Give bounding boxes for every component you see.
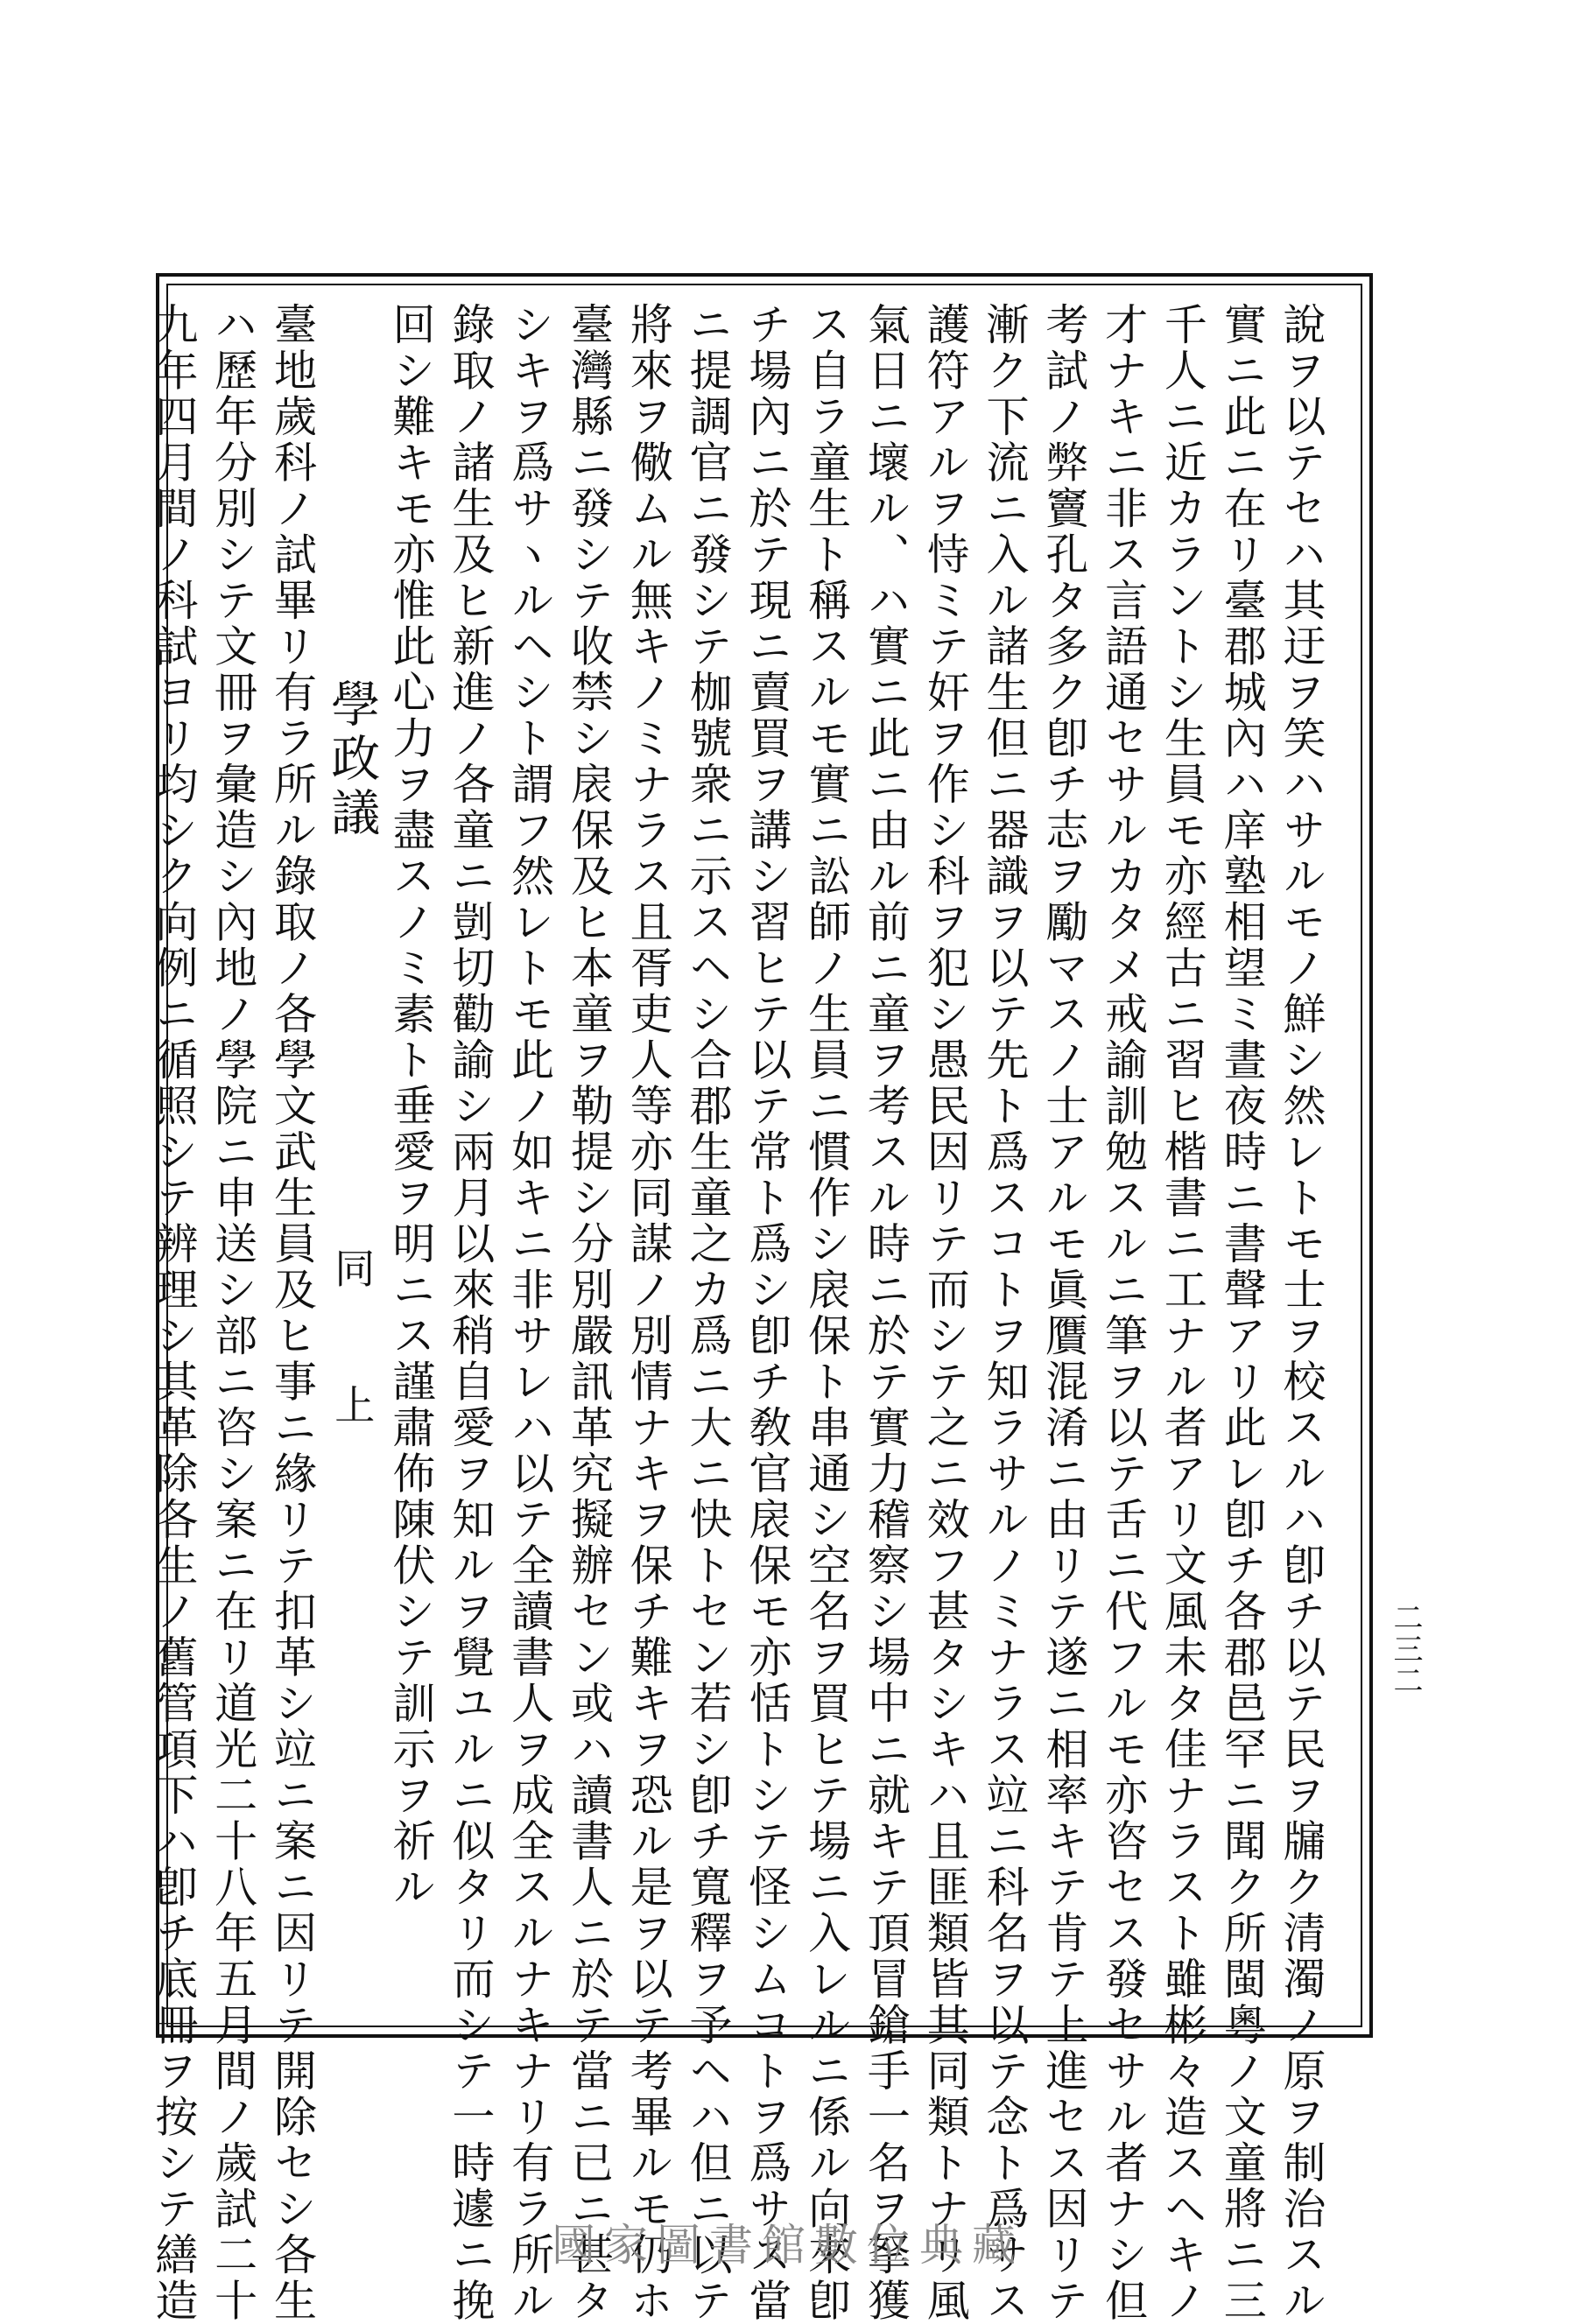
section-title: 學政議 — [323, 678, 381, 841]
text-column: 漸ク下流ニ入ル諸生但ニ器識ヲ以テ先ト爲スコトヲ知ラサルノミナラス竝ニ科名ヲ以テ念ト爲サス — [980, 302, 1031, 2324]
text-column: 九年四月間ノ科試ヨリ均シク向例ニ循照シテ辨理シ其革除各生ノ舊管項下ハ卽チ底冊ヲ按シテ繕造 — [148, 302, 199, 2324]
text-column: ニ提調官ニ發シテ枷號衆ニ示スヘシ合郡生童之カ爲ニ大ニ快トセン若シ卽チ寬釋ヲ予ヘハ但ニ以テ — [683, 302, 734, 2324]
text-column: 說ヲ以テセハ其迂ヲ笑ハサルモノ鮮シ然レトモ士ヲ校スルハ卽チ以テ民ヲ牖ク清濁ノ原ヲ制治スル — [1277, 302, 1326, 2324]
text-column: 錄取ノ諸生及ヒ新進ノ各童ニ剴切勸諭シ兩月以來稍自愛ヲ知ルヲ覺ユルニ似タリ而シテ一時遽ニ挽 — [445, 302, 496, 2324]
text-column: ハ歷年分別シテ文冊ヲ彙造シ內地ノ學院ニ申送シ部ニ咨シ案ニ在リ道光二十八年五月間ノ歲試二十 — [208, 302, 258, 2324]
text-column: 千人ニ近カラントシ生員モ亦經古ニ習ヒ楷書ニ工ナル者アリ文風未タ佳ナラスト雖彬々造スヘキノ — [1157, 302, 1208, 2324]
text-column: 實ニ此ニ在リ臺郡城內ハ庠塾相望ミ晝夜時ニ書聲アリ此レ卽チ各郡邑罕ニ聞ク所閩粵ノ文童將ニ三 — [1217, 302, 1268, 2324]
text-column: 回シ難キモ亦惟此心力ヲ盡スノミ素ト垂愛ヲ明ニス謹肅佈陳伏シテ訓示ヲ祈ル — [386, 302, 437, 1911]
text-column: 氣日ニ壞ル、ハ實ニ此ニ由ル前ニ童ヲ考スル時ニ於テ實力稽察シ場中ニ就キテ頂冒鎗手一名ヲ拏獲 — [861, 302, 911, 2324]
footer-caption: 國家圖書館數位典藏 — [552, 2220, 1024, 2271]
text-column: 護符アルヲ恃ミテ奸ヲ作シ科ヲ犯シ愚民因リテ而シテ之ニ效フ甚タシキハ且匪類皆其同類トナリ風 — [920, 302, 971, 2324]
text-column: 將來ヲ儆ムル無キノミナラス且胥吏人等亦同謀ノ別情ナキヲ保チ難キヲ恐ル是ヲ以テ考畢ルモ仍ホ — [623, 302, 674, 2324]
section-author: 同上 — [328, 1247, 376, 1520]
text-column: 考試ノ弊竇孔タ多ク卽チ志ヲ勵マスノ士アルモ眞贋混淆ニ由リテ遂ニ相率キテ肯テ上進セス因リテ — [1038, 302, 1089, 2324]
text-column: チ場內ニ於テ現ニ賣買ヲ講シ習ヒテ以テ常ト爲シ卽チ敎官扆保モ亦恬トシテ怪シムコトヲ爲サス當 — [742, 302, 792, 2324]
text-column: 臺地歲科ノ試畢リ有ラ所ル錄取ノ各學文武生員及ヒ事ニ緣リテ扣革シ竝ニ案ニ因リテ開除セシ各生 — [267, 302, 318, 2324]
text-column: シキヲ爲サヽルヘシト謂フ然レトモ此ノ如キニ非サレハ以テ全讀書人ヲ成全スルナキナリ有ラ所ル — [504, 302, 555, 2324]
text-column: 才ナキニ非ス言語通セサルカタメ戒諭訓勉スルニ筆ヲ以テ舌ニ代フルモ亦咨セス發セサル者ナシ但 — [1098, 302, 1149, 2324]
text-column: ス自ラ童生ト稱スルモ實ニ訟師ノ生員ニ慣作シ扆保ト串通シ空名ヲ買ヒテ場ニ入レルニ係ル向來卽 — [801, 302, 852, 2324]
page-number: 二三二 — [1388, 1602, 1423, 1696]
section-heading — [321, 302, 381, 2009]
text-column: 臺灣縣ニ發シテ收禁シ扆保及ヒ本童ヲ勒提シ分別嚴訊革究擬辦セン或ハ讀書人ニ於テ當ニ已ニ甚タ — [564, 302, 615, 2324]
